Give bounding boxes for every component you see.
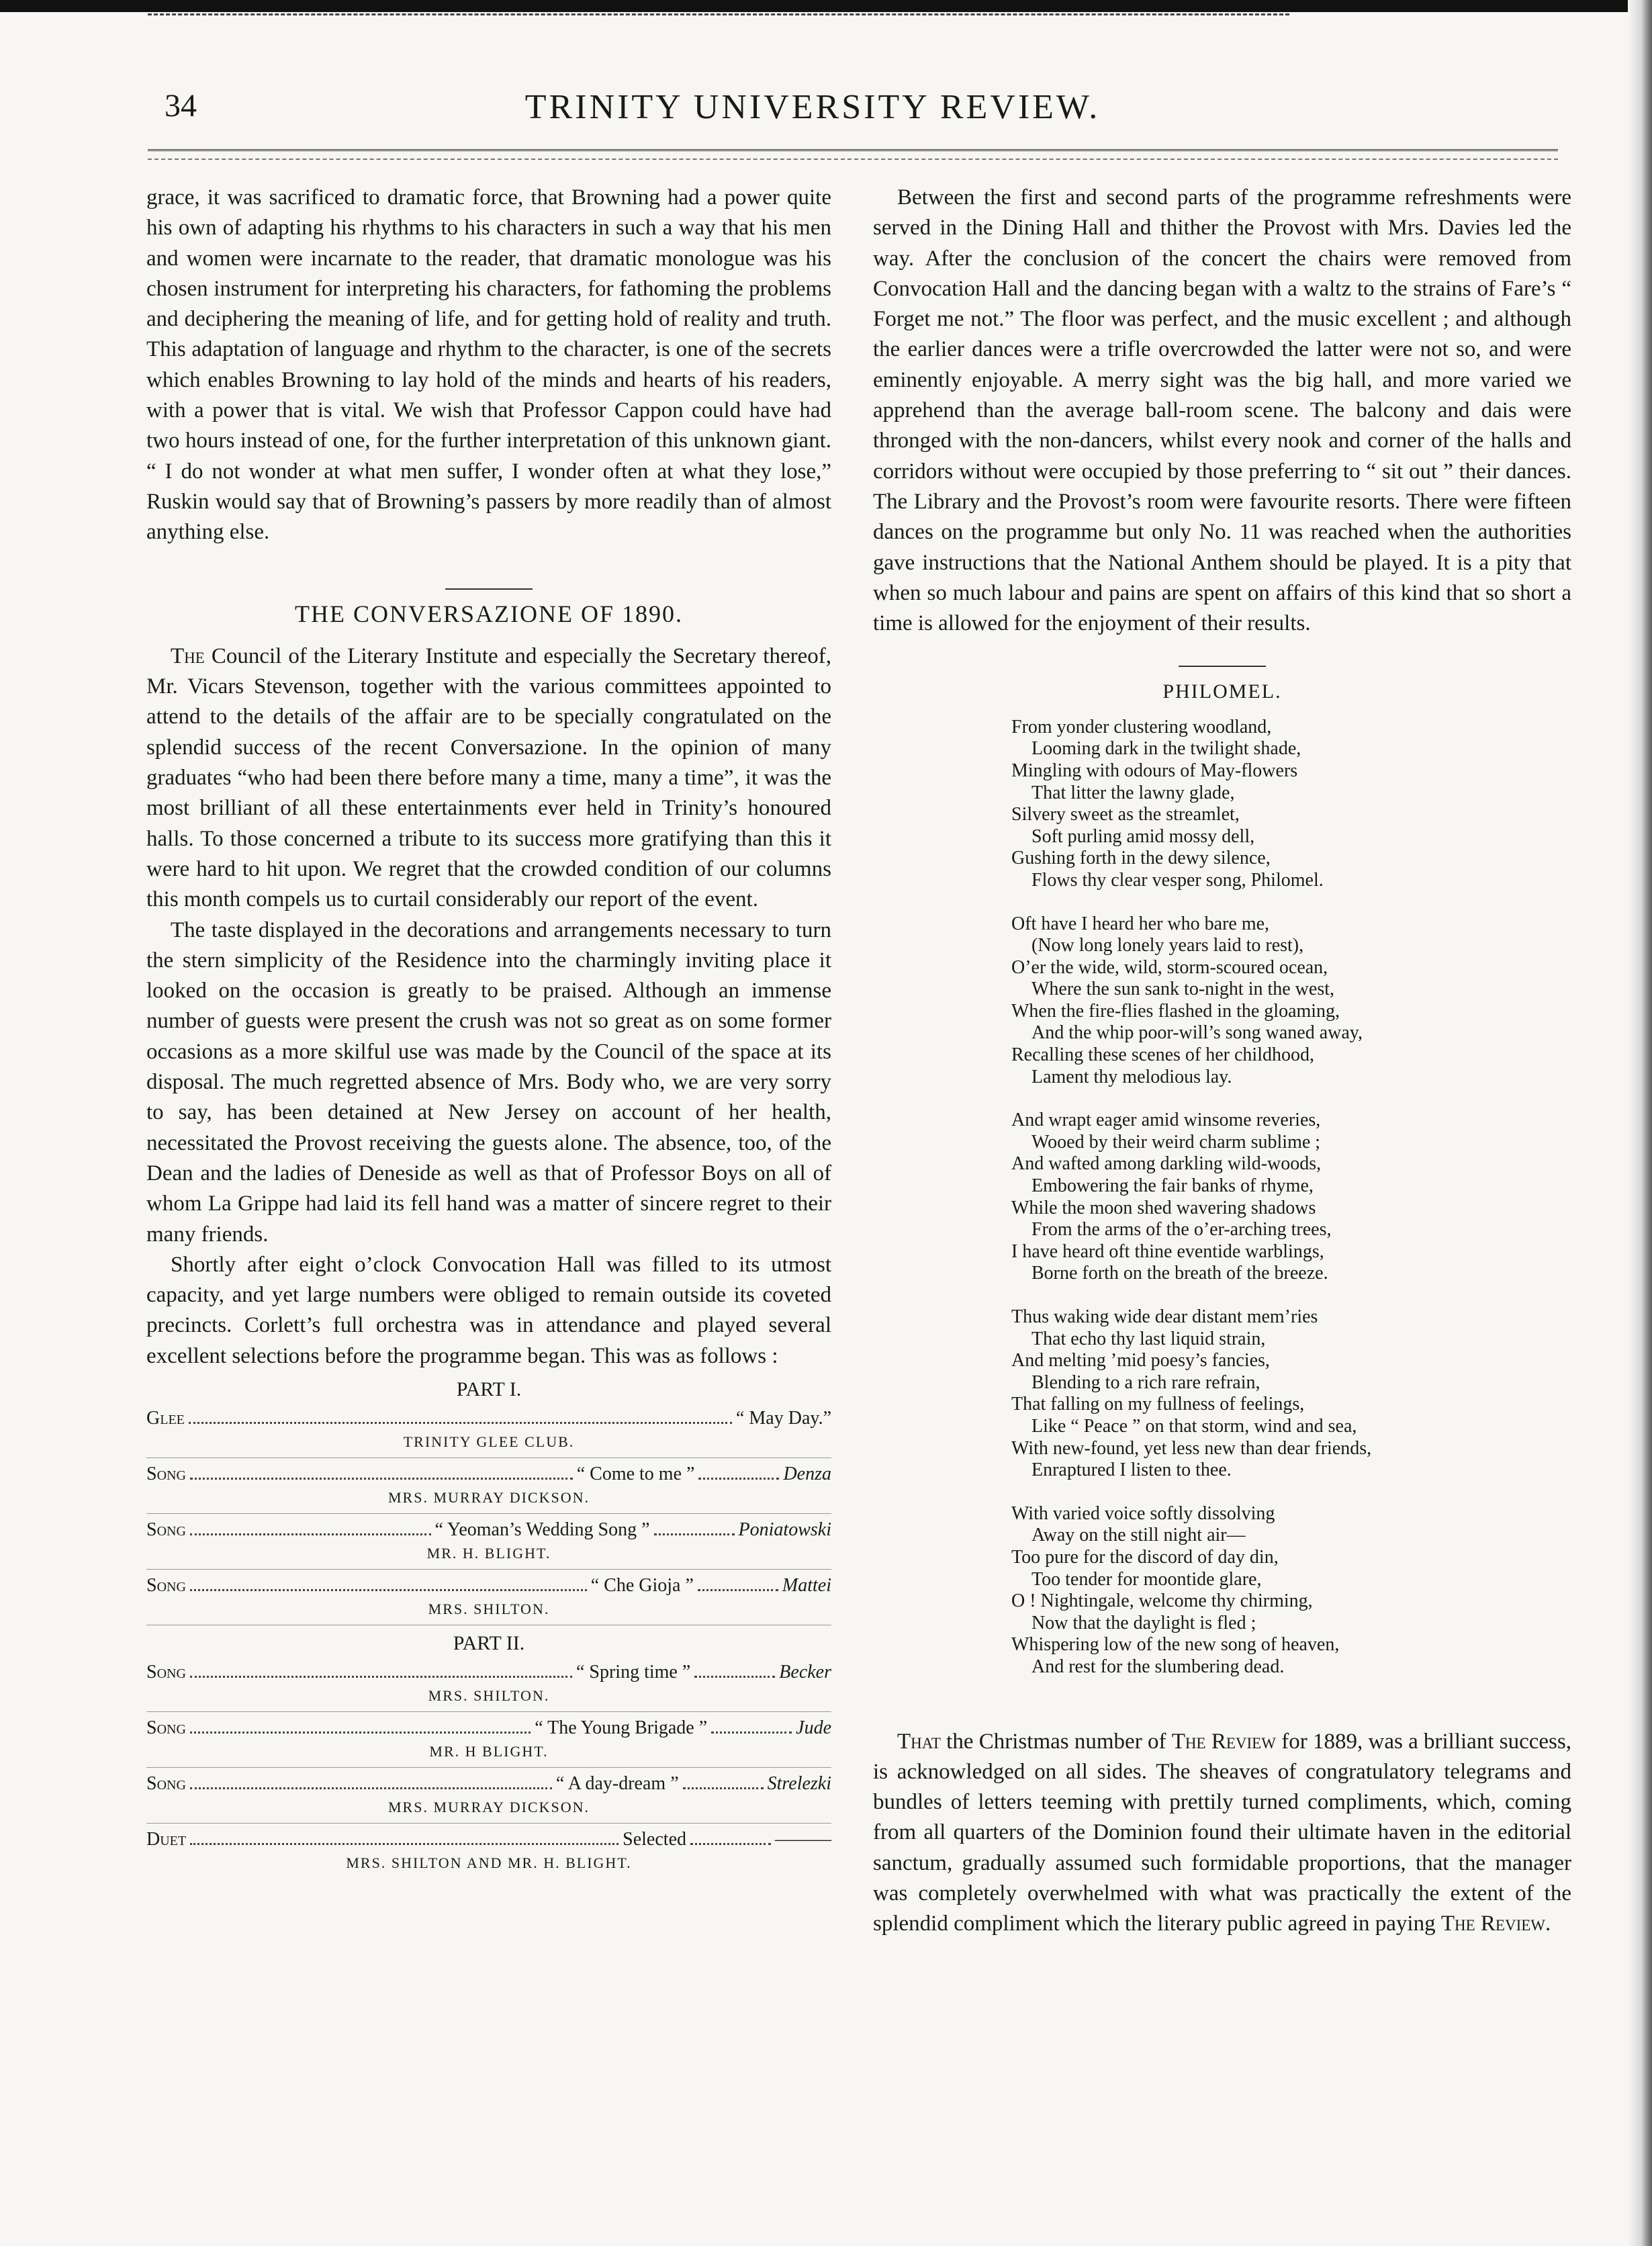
- poem-line: Oft have I heard her who bare me,: [1011, 913, 1270, 934]
- poem-stanza: [1011, 1503, 1571, 1678]
- programme-item: Song “ Yeoman’s Wedding Song ” Poniatowski: [146, 1519, 831, 1540]
- programme-performer: MRS. MURRAY DICKSON.: [146, 1796, 831, 1824]
- poem-line: Borne forth on the breath of the breeze.: [1031, 1263, 1328, 1284]
- poem-line: I have heard oft thine eventide warblings,: [1011, 1241, 1324, 1262]
- poem-line: Like “ Peace ” on that storm, wind and sea,: [1031, 1415, 1357, 1437]
- programme-item: Song “ Spring time ” Becker: [146, 1661, 831, 1682]
- poem-line: Enraptured I listen to thee.: [1031, 1459, 1232, 1481]
- poem-stanza: [1011, 1110, 1571, 1285]
- programme-item: Glee “ May Day.”: [146, 1407, 831, 1429]
- header-rule-dashed: [148, 159, 1558, 160]
- poem-line: That falling on my fullness of feelings,: [1011, 1394, 1305, 1415]
- browning-paragraph: grace, it was sacrificed to dramatic force, that Browning had a power quite his own of adapting his rhythms to his characters in such a way that his men and women were incarnate to the reader, that dramatic monologue was his chosen instrument for interpreting his characters, for fathoming the problems and deciphering the meaning of life, and for getting hold of reality and truth. This adaptation of language and rhythm to the character, is one of the secrets which enables Browning to lay hold of the minds and hearts of his readers, with a power that is vital. We wish that Professor Cappon could have had two hours instead of one, for the further interpretation of this unknown giant. “ I do not wonder at what men suffer, I wonder often at what they lose,” Ruskin would say that of Browning’s passers by more readily than of almost anything else.: [146, 185, 831, 545]
- journal-title: TRINITY UNIVERSITY REVIEW.: [524, 88, 1101, 126]
- poem-line: Recalling these scenes of her childhood,: [1011, 1044, 1314, 1066]
- poem-line: That litter the lawny glade,: [1031, 782, 1235, 803]
- programme-part-heading: PART I.: [456, 1378, 522, 1400]
- scan-artifact-line: [148, 13, 1289, 15]
- poem-line: Looming dark in the twilight shade,: [1031, 738, 1301, 760]
- poem-line: Blending to a rich rare refrain,: [1031, 1372, 1260, 1393]
- poem-line: O’er the wide, wild, storm-scoured ocean,: [1011, 956, 1328, 978]
- poem-title: PHILOMEL.: [1162, 680, 1282, 703]
- poem-line: Flows thy clear vesper song, Philomel.: [1031, 869, 1324, 891]
- programme-performer: MRS. SHILTON.: [146, 1598, 831, 1625]
- header-rule: [148, 149, 1558, 151]
- programme: [146, 1377, 831, 1879]
- poem-line: Gushing forth in the dewy silence,: [1011, 848, 1271, 869]
- top-scan-border: [0, 0, 1652, 12]
- poem-line: And melting ’mid poesy’s fancies,: [1011, 1350, 1270, 1372]
- christmas-number-paragraph: That the Christmas number of The Review for 1889, was a brilliant success, is acknowledged on all sides. The sheaves of congratulatory telegrams and bundles of letters teeming with prettily turned compliments, which, coming from all quarters of the Dominion found their ultimate haven in the editorial sanctum, gradually assumed such formidable proportions, that the manager was completely overwhelmed with what was practically the extent of the splendid compliment which the literary public agreed in paying The Review.: [873, 1729, 1571, 1936]
- poem-line: From the arms of the o’er-arching trees,: [1031, 1219, 1332, 1241]
- right-column: [873, 183, 1571, 1940]
- programme-performer: MRS. MURRAY DICKSON.: [146, 1486, 831, 1514]
- programme-performer: MR. H BLIGHT.: [146, 1740, 831, 1768]
- poem-line: While the moon shed wavering shadows: [1011, 1197, 1316, 1218]
- poem-stanza: [1011, 913, 1571, 1089]
- poem-line: Embowering the fair banks of rhyme,: [1031, 1175, 1314, 1197]
- poem-line: (Now long lonely years laid to rest),: [1031, 935, 1304, 956]
- section-divider: [445, 588, 533, 590]
- poem-line: Now that the daylight is fled ;: [1031, 1612, 1256, 1633]
- poem-line: Wooed by their weird charm sublime ;: [1031, 1131, 1321, 1153]
- poem-philomel: [1011, 717, 1571, 1678]
- programme-performer: TRINITY GLEE CLUB.: [146, 1431, 831, 1458]
- poem-line: Where the sun sank to-night in the west,: [1031, 979, 1335, 1000]
- poem-line: When the fire-flies flashed in the gloaming,: [1011, 1000, 1340, 1022]
- programme-performer: MRS. SHILTON.: [146, 1684, 831, 1712]
- programme-item: Song “ A day-dream ” Strelezki: [146, 1772, 831, 1794]
- poem-line: That echo thy last liquid strain,: [1031, 1328, 1266, 1349]
- page-edge-shadow: [1628, 0, 1652, 2246]
- poem-stanza: [1011, 1306, 1571, 1482]
- conversazione-heading: THE CONVERSAZIONE OF 1890.: [295, 600, 683, 627]
- poem-line: With new-found, yet less new than dear friends,: [1011, 1437, 1372, 1459]
- section-divider: [1179, 666, 1266, 667]
- page-number: 34: [165, 88, 197, 124]
- conversazione-paragraph-1: The Council of the Literary Institute and especially the Secretary thereof, Mr. Vicars Stevenson, together with the various committees appointed to attend to the details of the affair are to be specially congratulated on the splendid success of the recent Conversazione. In the opinion of many graduates “who had been there before many a time, many a time”, it was the most brilliant of all these entertainments ever held in Trinity’s honoured halls. To those concerned a tribute to its success more gratifying than this it were hard to hit upon. We regret that the crowded condition of our columns this month compels us to curtail considerably our report of the event.: [146, 643, 831, 912]
- conversazione-paragraph-3: Shortly after eight o’clock Convocation Hall was filled to its utmost capacity, and yet large numbers were obliged to remain outside its coveted precincts. Corlett’s full orchestra was in attendance and played several excellent selections before the programme began. This was as follows :: [146, 1252, 831, 1368]
- poem-line: Too pure for the discord of day din,: [1011, 1546, 1279, 1568]
- poem-line: Thus waking wide dear distant mem’ries: [1011, 1306, 1318, 1327]
- poem-line: Too tender for moontide glare,: [1031, 1568, 1262, 1590]
- left-column: [146, 183, 831, 1879]
- programme-performer: MR. H. BLIGHT.: [146, 1542, 831, 1570]
- programme-item: Duet Selected ———: [146, 1828, 831, 1850]
- poem-line: Silvery sweet as the streamlet,: [1011, 804, 1240, 825]
- poem-line: Away on the still night air—: [1031, 1525, 1246, 1546]
- programme-item: Song “ The Young Brigade ” Jude: [146, 1717, 831, 1738]
- programme-part-heading: PART II.: [453, 1631, 525, 1654]
- poem-line: And wafted among darkling wild-woods,: [1011, 1153, 1322, 1175]
- poem-line: Soft purling amid mossy dell,: [1031, 825, 1255, 847]
- poem-line: And the whip poor-will’s song waned away,: [1031, 1022, 1363, 1044]
- programme-item: Song “ Come to me ” Denza: [146, 1463, 831, 1484]
- conversazione-paragraph-2: The taste displayed in the decorations and arrangements necessary to turn the stern simplicity of the Residence into the charmingly inviting place it looked on the occasion is greatly to be praised. Although an immense number of guests were present the crush was not so great as on some former occasions as a more skilful use was made by the Council of the space at its disposal. The much regretted absence of Mrs. Body who, we are very sorry to say, has been detained at New Jersey on account of her health, necessitated the Provost receiving the guests alone. The absence, too, of the Dean and the ladies of Deneside as well as that of Professor Boys on all of whom La Grippe had laid its fell hand was a matter of sincere regret to their many friends.: [146, 917, 831, 1247]
- refreshments-paragraph: Between the first and second parts of the programme refreshments were served in the Dining Hall and thither the Provost with Mrs. Davies led the way. After the conclusion of the concert the chairs were removed from Convocation Hall and the dancing began with a waltz to the strains of Fare’s “ Forget me not.” The floor was perfect, and the music excellent ; and although the earlier dances were a trifle overcrowded the latter were not so, and were eminently enjoyable. A merry sight was the big hall, and more varied we apprehend than the average ball-room scene. The balcony and dais were thronged with the non-dancers, whilst every nook and corner of the halls and corridors without were occupied by those preferring to “ sit out ” their dances. The Library and the Provost’s room were favourite resorts. There were fifteen dances on the programme but only No. 11 was reached when the authorities gave instructions that the National Anthem should be played. It is a pity that when so much labour and pains are spent on affairs of this kind that so short a time is allowed for the enjoyment of their results.: [873, 185, 1571, 636]
- poem-line: Mingling with odours of May-flowers: [1011, 760, 1298, 781]
- programme-performer: MRS. SHILTON AND MR. H. BLIGHT.: [346, 1854, 632, 1871]
- poem-line: Whispering low of the new song of heaven,: [1011, 1634, 1340, 1656]
- running-header: [165, 87, 1461, 141]
- poem-line: Lament thy melodious lay.: [1031, 1066, 1232, 1087]
- poem-line: And wrapt eager amid winsome reveries,: [1011, 1110, 1321, 1131]
- poem-line: From yonder clustering woodland,: [1011, 716, 1272, 737]
- programme-item: Song “ Che Gioja ” Mattei: [146, 1574, 831, 1596]
- poem-stanza: [1011, 717, 1571, 892]
- poem-line: O ! Nightingale, welcome thy chirming,: [1011, 1590, 1313, 1612]
- poem-line: With varied voice softly dissolving: [1011, 1502, 1275, 1524]
- poem-line: And rest for the slumbering dead.: [1031, 1656, 1285, 1677]
